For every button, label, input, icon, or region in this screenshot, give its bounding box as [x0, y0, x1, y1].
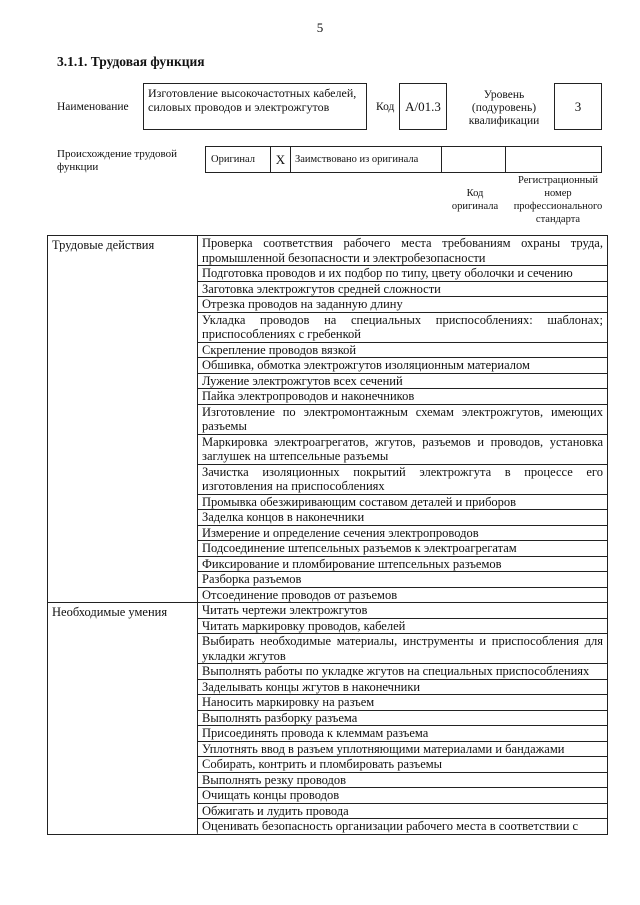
list-item: Укладка проводов на специальных приспособлениях: шаблонах; приспособлениях с гребенкой [198, 313, 607, 343]
list-item: Наносить маркировку на разъем [198, 695, 607, 711]
list-item: Читать маркировку проводов, кабелей [198, 619, 607, 635]
function-table [47, 235, 608, 835]
list-item: Проверка соответствия рабочего места требованиям охраны труда, промышленной безопасности и электробезопасности [198, 236, 607, 266]
reg-number-cell [506, 147, 601, 172]
code-original-caption: Код оригинала [451, 188, 499, 212]
list-item: Скрепление проводов вязкой [198, 343, 607, 359]
section-title-cell: Необходимые умения [48, 603, 198, 835]
list-item: Выбирать необходимые материалы, инструменты и приспособления для укладки жгутов [198, 634, 607, 664]
borrowed-label: Заимствовано из оригинала [295, 154, 419, 165]
list-item: Обшивка, обмотка электрожгутов изоляционным материалом [198, 358, 607, 374]
section-row-actions [48, 236, 608, 603]
list-item: Промывка обезжиривающим составом деталей и приборов [198, 495, 607, 511]
list-item: Пайка электропроводов и наконечников [198, 389, 607, 405]
section-title-cell: Трудовые действия [48, 236, 198, 603]
list-item: Изготовление по электромонтажным схемам электрожгутов, имеющих разъемы [198, 405, 607, 435]
list-item: Обжигать и лудить провода [198, 804, 607, 820]
list-item: Собирать, контрить и пломбировать разъемы [198, 757, 607, 773]
original-mark: X [275, 151, 286, 167]
section-items-actions [198, 236, 608, 603]
list-item: Разборка разъемов [198, 572, 607, 588]
list-item: Измерение и определение сечения электропроводов [198, 526, 607, 542]
list-item: Выполнять работы по укладке жгутов на специальных приспособлениях [198, 664, 607, 680]
original-mark-cell [271, 147, 291, 172]
section-row-skills [48, 603, 608, 835]
list-item: Фиксирование и пломбирование штепсельных разъемов [198, 557, 607, 573]
list-item: Очищать концы проводов [198, 788, 607, 804]
list-item: Отсоединение проводов от разъемов [202, 587, 398, 602]
section-items-skills [198, 603, 608, 835]
list-item: Оценивать безопасность организации рабочего места в соответствии с [202, 819, 579, 833]
list-item: Выполнять разборку разъема [198, 711, 607, 727]
list-item: Заделывать концы жгутов в наконечники [198, 680, 607, 696]
reg-number-caption: Регистрационный номер профессионального стандарта [513, 175, 603, 225]
original-cell [206, 147, 271, 172]
list-item: Лужение электрожгутов всех сечений [198, 374, 607, 390]
list-item: Присоединять провода к клеммам разъема [198, 726, 607, 742]
list-item: Отрезка проводов на заданную длину [198, 297, 607, 313]
origin-row [205, 146, 602, 173]
list-item: Заготовка электрожгутов средней сложности [198, 282, 607, 298]
page-number: 5 [316, 20, 324, 35]
level-value-box: 3 [554, 83, 602, 130]
list-item: Заделка концов в наконечники [198, 510, 607, 526]
original-code-cell [442, 147, 506, 172]
section-title: 3.1.1. Трудовая функция [57, 54, 205, 69]
list-item: Уплотнять ввод в разъем уплотняющими материалами и бандажами [198, 742, 607, 758]
list-item: Маркировка электроагрегатов, жгутов, разъемов и проводов, установка заглушек на штепсельные разъемы [198, 435, 607, 465]
level-label: Уровень (подуровень) квалификации [468, 89, 540, 127]
list-item: Зачистка изоляционных покрытий электрожгута в процессе его изготовления на приспособлениях [198, 465, 607, 495]
origin-label: Происхождение трудовой функции [57, 148, 178, 173]
function-name-box: Изготовление высокочастотных кабелей, силовых проводов и электрожгутов [143, 83, 367, 130]
code-label: Код [376, 101, 395, 113]
name-label: Наименование [57, 101, 129, 113]
borrowed-cell [291, 147, 442, 172]
original-label: Оригинал [211, 154, 255, 165]
code-value-box: A/01.3 [399, 83, 447, 130]
list-item: Читать чертежи электрожгутов [198, 603, 607, 619]
list-item: Выполнять резку проводов [198, 773, 607, 789]
list-item: Подготовка проводов и их подбор по типу, цвету оболочки и сечению [198, 266, 607, 282]
list-item: Подсоединение штепсельных разъемов к электроагрегатам [198, 541, 607, 557]
